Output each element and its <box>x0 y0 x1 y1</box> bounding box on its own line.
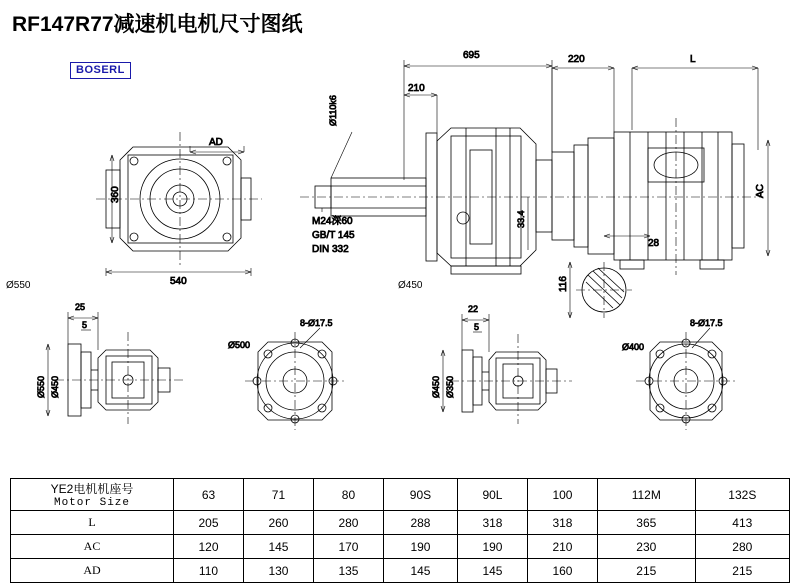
cell: 210 <box>527 535 597 559</box>
cell: 120 <box>174 535 244 559</box>
note-thread-3: DIN 332 <box>312 244 349 255</box>
cell: 145 <box>383 559 457 583</box>
page-title: RF147R77减速机电机尺寸图纸 <box>12 13 303 36</box>
cell: 318 <box>457 511 527 535</box>
dim-220-label: 220 <box>568 54 585 65</box>
dim-25-label: 25 <box>75 302 86 312</box>
row-header-L: L <box>11 511 174 535</box>
dim-210-label: 210 <box>408 83 425 94</box>
dim-d500-label: Ø500 <box>228 340 251 350</box>
dim-holes-left-label: 8-Ø17.5 <box>300 318 333 328</box>
cell: 215 <box>695 559 789 583</box>
dim-holes-right-label: 8-Ø17.5 <box>690 318 723 328</box>
cell: 230 <box>597 535 695 559</box>
note-thread-1: M24深60 <box>312 216 353 227</box>
cell: 365 <box>597 511 695 535</box>
dim-ac-label: AC <box>755 184 766 198</box>
dim-28-label: 28 <box>648 238 660 249</box>
table-row <box>11 511 790 535</box>
cell: 413 <box>695 511 789 535</box>
dim-d550-v-label: Ø550 <box>36 375 46 398</box>
view-ad-front <box>106 147 251 251</box>
row-header-en: Motor Size <box>53 497 130 509</box>
cell: 112M <box>597 479 695 511</box>
cell: 145 <box>243 535 313 559</box>
cell: 145 <box>457 559 527 583</box>
row-header-motor-size <box>11 479 174 511</box>
dim-116-label: 116 <box>558 276 569 292</box>
dim-540-label: 540 <box>170 276 187 287</box>
dim-5-left-label: 5 <box>82 320 88 330</box>
table-row <box>11 559 790 583</box>
dim-d450-v2-label: Ø450 <box>431 375 441 398</box>
view-main-assembly <box>315 128 744 274</box>
table-row <box>11 479 790 511</box>
cell: 90S <box>383 479 457 511</box>
dim-22-label: 22 <box>468 304 479 314</box>
spec-table <box>10 478 790 583</box>
cell: 130 <box>243 559 313 583</box>
note-thread-2: GB/T 145 <box>312 230 355 241</box>
cell: 280 <box>313 511 383 535</box>
row-header-cn: YE2电机机座号 <box>50 482 134 496</box>
cell: 71 <box>243 479 313 511</box>
detail-terminal-box <box>576 262 632 318</box>
cell: 260 <box>243 511 313 535</box>
dim-d110-label: Ø110k6 <box>328 95 338 126</box>
dim-360-label: 360 <box>110 186 121 203</box>
cell: 135 <box>313 559 383 583</box>
dim-d450-v-label: Ø450 <box>50 375 60 398</box>
cell: 80 <box>313 479 383 511</box>
cell: 170 <box>313 535 383 559</box>
dim-695-label: 695 <box>463 50 480 61</box>
cell: 190 <box>457 535 527 559</box>
dim-5-right-label: 5 <box>474 322 480 332</box>
cell: 100 <box>527 479 597 511</box>
cell: 132S <box>695 479 789 511</box>
cell: 90L <box>457 479 527 511</box>
row-header-AD: AD <box>11 559 174 583</box>
dim-d450-mid-label: Ø450 <box>398 280 423 291</box>
table-row <box>11 535 790 559</box>
cell: 110 <box>174 559 244 583</box>
brand-logo: BOSERL <box>70 62 131 79</box>
cell: 288 <box>383 511 457 535</box>
cell: 318 <box>527 511 597 535</box>
cell: 63 <box>174 479 244 511</box>
cell: 190 <box>383 535 457 559</box>
row-header-AC: AC <box>11 535 174 559</box>
dim-d350-v-label: Ø350 <box>445 375 455 398</box>
cell: 205 <box>174 511 244 535</box>
dim-d400-label: Ø400 <box>622 342 645 352</box>
dim-33-4-label: 33.4 <box>516 210 526 228</box>
dim-ad-label: AD <box>209 137 223 148</box>
cell: 215 <box>597 559 695 583</box>
dim-d550-left-label: Ø550 <box>6 280 31 291</box>
dim-L-label: L <box>690 54 696 65</box>
cell: 160 <box>527 559 597 583</box>
cell: 280 <box>695 535 789 559</box>
